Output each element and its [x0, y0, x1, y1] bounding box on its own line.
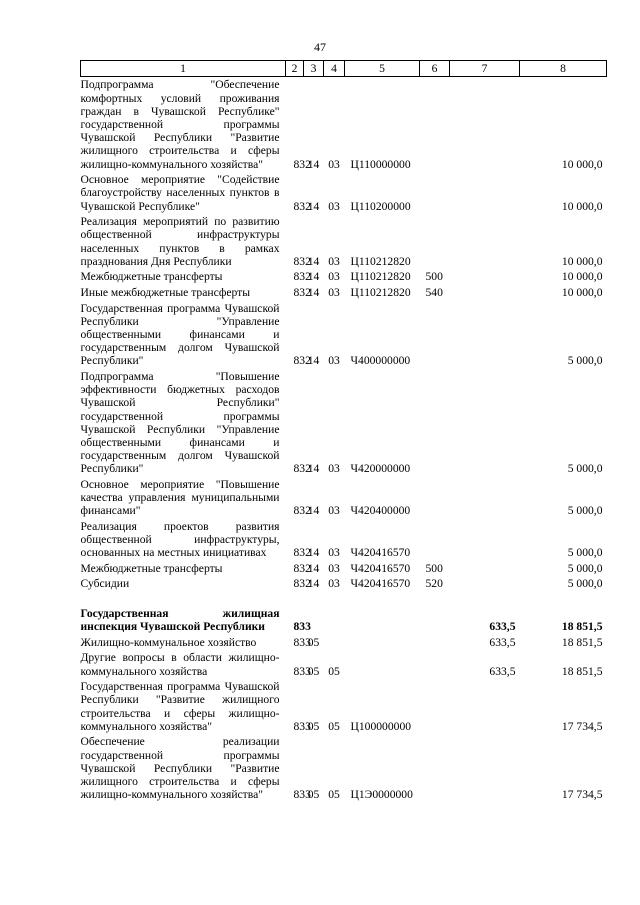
cell-ministry-code: 832: [293, 462, 311, 476]
cell-ministry-code: 833: [293, 788, 311, 802]
cell-ministry-code: 832: [293, 199, 311, 213]
cell-ministry-code: 833: [293, 635, 311, 649]
cell-expense-type: 500: [425, 270, 443, 284]
cell-section: 05: [307, 788, 320, 802]
cell-section: 05: [307, 664, 320, 678]
table-row: [81, 561, 607, 577]
cell-target-item: [345, 606, 420, 635]
cell-amount-col7: [450, 679, 520, 734]
table-header-row: [81, 61, 607, 77]
cell-amount-col8: 5 000,0: [567, 577, 603, 591]
header-col-2: 2: [286, 61, 304, 77]
cell-expense-type: 500: [425, 561, 443, 575]
cell-name: Межбюджетные трансферты: [80, 561, 223, 575]
cell-name: Субсидии: [80, 577, 130, 591]
cell-amount-col8: 17 734,5: [561, 788, 603, 802]
cell-name: Реализация мероприятий по развитию общественной инфраструктуры населенных пунктов в рамках празднования Дня Республики: [80, 215, 280, 268]
cell-name: Основное мероприятие "Повышение качества управления муниципальными финансами": [80, 477, 280, 518]
cell-subsection: 03: [328, 561, 340, 575]
cell-target-item: Ц110212820: [350, 270, 411, 284]
cell-expense-type: [420, 477, 450, 519]
cell-target-item: Ч420000000: [350, 462, 411, 476]
cell-subsection: 03: [328, 462, 340, 476]
cell-target-item: Ч420400000: [350, 504, 411, 518]
cell-amount-col8: 10 000,0: [561, 270, 603, 284]
cell-subsection: 03: [328, 285, 340, 299]
cell-ministry-code: 832: [293, 270, 311, 284]
cell-amount-col8: 10 000,0: [561, 157, 603, 171]
cell-amount-col8: 5 000,0: [567, 354, 603, 368]
cell-subsection: 05: [328, 719, 340, 733]
page-number: 47: [314, 40, 326, 54]
cell-ministry-code: 832: [293, 157, 311, 171]
cell-target-item: Ц110000000: [350, 157, 411, 171]
cell-amount-col8: 5 000,0: [567, 546, 603, 560]
cell-amount-col7: [450, 172, 520, 214]
cell-section: 14: [307, 199, 320, 213]
cell-section: 14: [307, 546, 320, 560]
cell-section: 14: [307, 270, 320, 284]
cell-amount-col8: 5 000,0: [567, 462, 603, 476]
cell-ministry-code: 832: [293, 561, 311, 575]
table-row: [81, 214, 607, 269]
cell-name: Реализация проектов развития общественной инфраструктуры, основанных на местных инициативах: [80, 519, 280, 560]
cell-expense-type: [420, 650, 450, 679]
cell-expense-type: [420, 606, 450, 635]
table-row: [81, 650, 607, 679]
cell-amount-col7: [450, 519, 520, 561]
cell-target-item: Ц110212820: [350, 254, 411, 268]
cell-section: 14: [307, 157, 320, 171]
cell-name: Государственная жилищная инспекция Чувашской Республики: [80, 607, 280, 634]
table-row: [81, 172, 607, 214]
cell-amount-col8: 17 734,5: [561, 719, 603, 733]
cell-expense-type: 520: [425, 577, 443, 591]
header-col-3: 3: [304, 61, 324, 77]
table-row: [81, 77, 607, 172]
cell-target-item: Ч420416570: [350, 561, 411, 575]
cell-name: Подпрограмма "Повышение эффективности бюджетных расходов Чувашской Республики" государственной программы Чувашской Республики "Управление общественными финансами и государственным долгом Чувашской Республики": [80, 369, 280, 476]
cell-subsection: 05: [328, 664, 340, 678]
cell-name: Обеспечение реализации государственной программы Чувашской Республики "Развитие жилищного строительства и сферы жилищно-коммунального хозяйства": [80, 735, 280, 802]
cell-amount-col8: 10 000,0: [561, 285, 603, 299]
cell-subsection: 03: [328, 199, 340, 213]
cell-name: Другие вопросы в области жилищно-коммунального хозяйства: [80, 651, 280, 678]
table-row: [81, 635, 607, 651]
cell-subsection: 03: [328, 270, 340, 284]
cell-name: Межбюджетные трансферты: [80, 270, 223, 284]
table-row: [81, 606, 607, 635]
cell-amount-col8: 5 000,0: [567, 561, 603, 575]
cell-expense-type: [420, 635, 450, 651]
cell-name: Подпрограмма "Обеспечение комфортных условий проживания граждан в Чувашской Республике" государственной программы Чувашской Республики "Развитие жилищного строительства и сферы жилищно-коммунального хозяйства": [80, 78, 280, 171]
cell-amount-col7: 633,5: [489, 664, 516, 678]
cell-section: 14: [307, 561, 320, 575]
cell-amount-col7: [450, 734, 520, 802]
cell-expense-type: [420, 214, 450, 269]
cell-subsection: [324, 635, 345, 651]
cell-ministry-code: 832: [293, 546, 311, 560]
spacer-row: [81, 592, 607, 606]
cell-ministry-code: 833: [293, 620, 311, 634]
cell-amount-col8: 10 000,0: [561, 199, 603, 213]
cell-ministry-code: 832: [293, 577, 311, 591]
cell-target-item: Ц110212820: [350, 285, 411, 299]
cell-amount-col7: [450, 214, 520, 269]
spacer-cell: [81, 592, 607, 606]
cell-name: Государственная программа Чувашской Республики "Развитие жилищного строительства и сферы жилищно-коммунального хозяйства": [80, 680, 280, 733]
cell-target-item: Ч420416570: [350, 577, 411, 591]
cell-target-item: Ц100000000: [350, 719, 412, 733]
table-row: [81, 300, 607, 368]
cell-ministry-code: 832: [293, 285, 311, 299]
header-col-7: 7: [450, 61, 520, 77]
cell-section: 05: [307, 635, 320, 649]
cell-amount-col7: [450, 477, 520, 519]
header-col-1: 1: [81, 61, 286, 77]
cell-target-item: Ц1Э0000000: [350, 788, 413, 802]
cell-ministry-code: 833: [293, 719, 311, 733]
cell-target-item: [345, 650, 420, 679]
table-body: [81, 77, 607, 803]
cell-section: 05: [307, 719, 320, 733]
header-col-4: 4: [324, 61, 345, 77]
cell-expense-type: [420, 679, 450, 734]
table-row: [81, 679, 607, 734]
cell-target-item: Ч420416570: [350, 546, 411, 560]
cell-expense-type: [420, 369, 450, 477]
cell-section: 14: [307, 254, 320, 268]
cell-ministry-code: 833: [293, 664, 311, 678]
table-row: [81, 477, 607, 519]
cell-amount-col7: [450, 576, 520, 592]
cell-amount-col7: [450, 561, 520, 577]
table-row: [81, 576, 607, 592]
cell-name: Жилищно-коммунальное хозяйство: [80, 635, 257, 649]
cell-amount-col8: 5 000,0: [567, 504, 603, 518]
cell-expense-type: 540: [425, 285, 443, 299]
table-row: [81, 734, 607, 802]
cell-subsection: [324, 606, 345, 635]
cell-subsection: 03: [328, 254, 340, 268]
table-row: [81, 519, 607, 561]
cell-amount-col7: 633,5: [489, 620, 516, 634]
cell-name: Иные межбюджетные трансферты: [80, 285, 251, 299]
cell-expense-type: [420, 172, 450, 214]
budget-table: [80, 60, 607, 803]
cell-subsection: 05: [328, 788, 340, 802]
header-col-8: 8: [520, 61, 607, 77]
cell-section: 14: [307, 577, 320, 591]
cell-amount-col7: [450, 285, 520, 301]
cell-expense-type: [420, 77, 450, 172]
table-row: [81, 369, 607, 477]
cell-ministry-code: 832: [293, 354, 311, 368]
cell-subsection: 03: [328, 504, 340, 518]
cell-amount-col8: 18 851,5: [561, 635, 603, 649]
cell-amount-col8: 10 000,0: [561, 254, 603, 268]
cell-subsection: 03: [328, 546, 340, 560]
cell-section: 14: [307, 504, 320, 518]
cell-amount-col7: [450, 77, 520, 172]
cell-amount-col7: [450, 300, 520, 368]
cell-amount-col8: 18 851,5: [561, 664, 603, 678]
cell-target-item: Ч400000000: [350, 354, 411, 368]
cell-section: 14: [307, 285, 320, 299]
cell-subsection: 03: [328, 577, 340, 591]
header-col-6: 6: [420, 61, 450, 77]
cell-expense-type: [420, 300, 450, 368]
cell-target-item: [345, 635, 420, 651]
cell-ministry-code: 832: [293, 504, 311, 518]
table-row: [81, 269, 607, 285]
cell-name: Основное мероприятие "Содействие благоустройству населенных пунктов в Чувашской Республике": [80, 173, 280, 213]
table-row: [81, 285, 607, 301]
cell-expense-type: [420, 519, 450, 561]
cell-subsection: 03: [328, 157, 340, 171]
cell-expense-type: [420, 734, 450, 802]
cell-subsection: 03: [328, 354, 340, 368]
cell-amount-col7: [450, 269, 520, 285]
cell-amount-col7: 633,5: [489, 635, 516, 649]
cell-amount-col8: 18 851,5: [561, 620, 603, 634]
cell-section: 14: [307, 462, 320, 476]
cell-amount-col7: [450, 369, 520, 477]
cell-name: Государственная программа Чувашской Республики "Управление общественными финансами и государственным долгом Чувашской Республики": [80, 301, 280, 368]
cell-target-item: Ц110200000: [350, 199, 411, 213]
header-col-5: 5: [345, 61, 420, 77]
cell-ministry-code: 832: [293, 254, 311, 268]
cell-section: 14: [307, 354, 320, 368]
